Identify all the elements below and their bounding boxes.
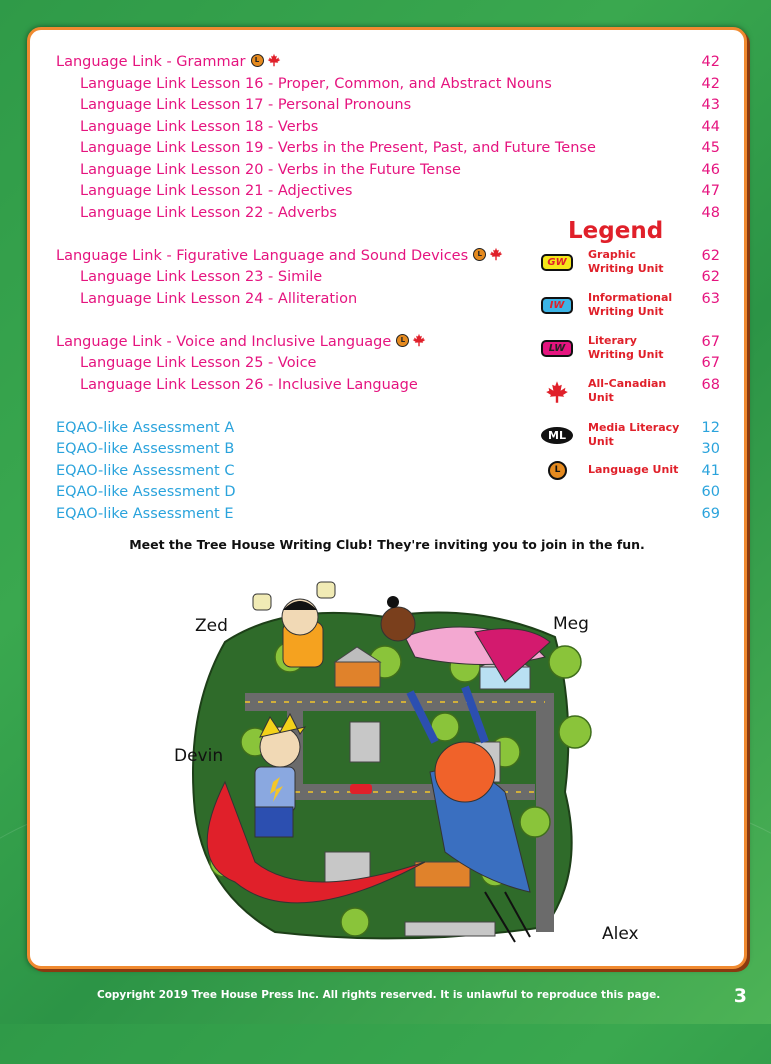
page-number: 67 xyxy=(701,355,720,371)
toc-section-grammar[interactable] xyxy=(30,51,720,73)
page-panel xyxy=(27,27,747,969)
toc-assessment[interactable] xyxy=(30,503,720,525)
maple-leaf-icon xyxy=(412,333,426,347)
page-number: 48 xyxy=(701,205,720,221)
language-unit-icon: L xyxy=(548,461,567,480)
legend-label: Language Unit xyxy=(588,463,679,476)
page-number-footer: 3 xyxy=(733,985,747,1007)
assessment-title: EQAO-like Assessment C xyxy=(56,463,235,479)
lesson-title: Language Link Lesson 22 - Adverbs xyxy=(80,205,337,221)
toc-lesson[interactable] xyxy=(30,73,720,95)
legend-title: Legend xyxy=(568,218,664,244)
toc-lesson[interactable] xyxy=(30,94,720,116)
language-unit-icon: L xyxy=(251,54,264,67)
maple-leaf-icon xyxy=(489,247,503,261)
page-number: 63 xyxy=(701,291,720,307)
toc-lesson[interactable] xyxy=(30,137,720,159)
toc-section-title: Language Link - Voice and Inclusive Language xyxy=(56,334,392,350)
lw-badge-icon: LW xyxy=(541,340,573,357)
language-unit-icon: L xyxy=(473,248,486,261)
assessment-title: EQAO-like Assessment B xyxy=(56,441,235,457)
ml-badge-icon: ML xyxy=(541,427,573,444)
lesson-title: Language Link Lesson 19 - Verbs in the Present, Past, and Future Tense xyxy=(80,140,596,156)
toc-lesson[interactable] xyxy=(30,116,720,138)
legend-label: Graphic xyxy=(588,248,636,261)
page-number: 41 xyxy=(701,463,720,479)
legend-label: Writing Unit xyxy=(588,262,664,275)
lesson-title: Language Link Lesson 24 - Alliteration xyxy=(80,291,358,307)
toc-section-title: Language Link - Figurative Language and Sound Devices xyxy=(56,248,469,264)
lesson-title: Language Link Lesson 18 - Verbs xyxy=(80,119,319,135)
toc-lesson[interactable] xyxy=(30,180,720,202)
character-label-meg: Meg xyxy=(553,614,589,634)
lesson-title: Language Link Lesson 23 - Simile xyxy=(80,269,323,285)
page-number: 44 xyxy=(701,119,720,135)
lesson-title: Language Link Lesson 16 - Proper, Common, and Abstract Nouns xyxy=(80,76,552,92)
page-number: 42 xyxy=(701,54,720,70)
legend-label: Informational xyxy=(588,291,673,304)
page-number: 42 xyxy=(701,76,720,92)
page-number: 62 xyxy=(701,248,720,264)
character-label-zed: Zed xyxy=(195,616,228,636)
page-number: 30 xyxy=(701,441,720,457)
character-label-alex: Alex xyxy=(602,924,639,944)
legend-label: Writing Unit xyxy=(588,305,664,318)
page-number: 60 xyxy=(701,484,720,500)
gw-badge-icon: GW xyxy=(541,254,573,271)
legend-label: Unit xyxy=(588,435,614,448)
page-number: 12 xyxy=(701,420,720,436)
page-number: 62 xyxy=(701,269,720,285)
maple-leaf-icon xyxy=(267,53,281,67)
assessment-title: EQAO-like Assessment E xyxy=(56,506,234,522)
illustration-caption: Meet the Tree House Writing Club! They're inviting you to join in the fun. xyxy=(129,537,645,552)
legend-label: Literary xyxy=(588,334,637,347)
page-number: 43 xyxy=(701,97,720,113)
page-number: 45 xyxy=(701,140,720,156)
toc-section-title: Language Link - Grammar xyxy=(56,54,246,70)
page-number: 67 xyxy=(701,334,720,350)
lesson-title: Language Link Lesson 17 - Personal Pronouns xyxy=(80,97,412,113)
page-number: 69 xyxy=(701,506,720,522)
legend-label: Unit xyxy=(588,391,614,404)
footer xyxy=(0,985,771,1009)
tree-house-club-illustration xyxy=(145,562,639,952)
lesson-title: Language Link Lesson 25 - Voice xyxy=(80,355,317,371)
language-unit-icon: L xyxy=(396,334,409,347)
toc-assessment[interactable] xyxy=(30,481,720,503)
maple-leaf-icon xyxy=(545,380,569,404)
legend-label: Writing Unit xyxy=(588,348,664,361)
toc-lesson[interactable] xyxy=(30,159,720,181)
legend-label: Media Literacy xyxy=(588,421,680,434)
character-label-devin: Devin xyxy=(174,746,224,766)
legend-label: All-Canadian xyxy=(588,377,667,390)
page-number: 47 xyxy=(701,183,720,199)
page-number: 68 xyxy=(701,377,720,393)
lesson-title: Language Link Lesson 21 - Adjectives xyxy=(80,183,353,199)
lesson-title: Language Link Lesson 26 - Inclusive Language xyxy=(80,377,418,393)
iw-badge-icon: IW xyxy=(541,297,573,314)
lesson-title: Language Link Lesson 20 - Verbs in the Future Tense xyxy=(80,162,461,178)
copyright-notice: Copyright 2019 Tree House Press Inc. All rights reserved. It is unlawful to reproduce this page. xyxy=(97,989,661,1001)
assessment-title: EQAO-like Assessment D xyxy=(56,484,236,500)
assessment-title: EQAO-like Assessment A xyxy=(56,420,235,436)
page-number: 46 xyxy=(701,162,720,178)
